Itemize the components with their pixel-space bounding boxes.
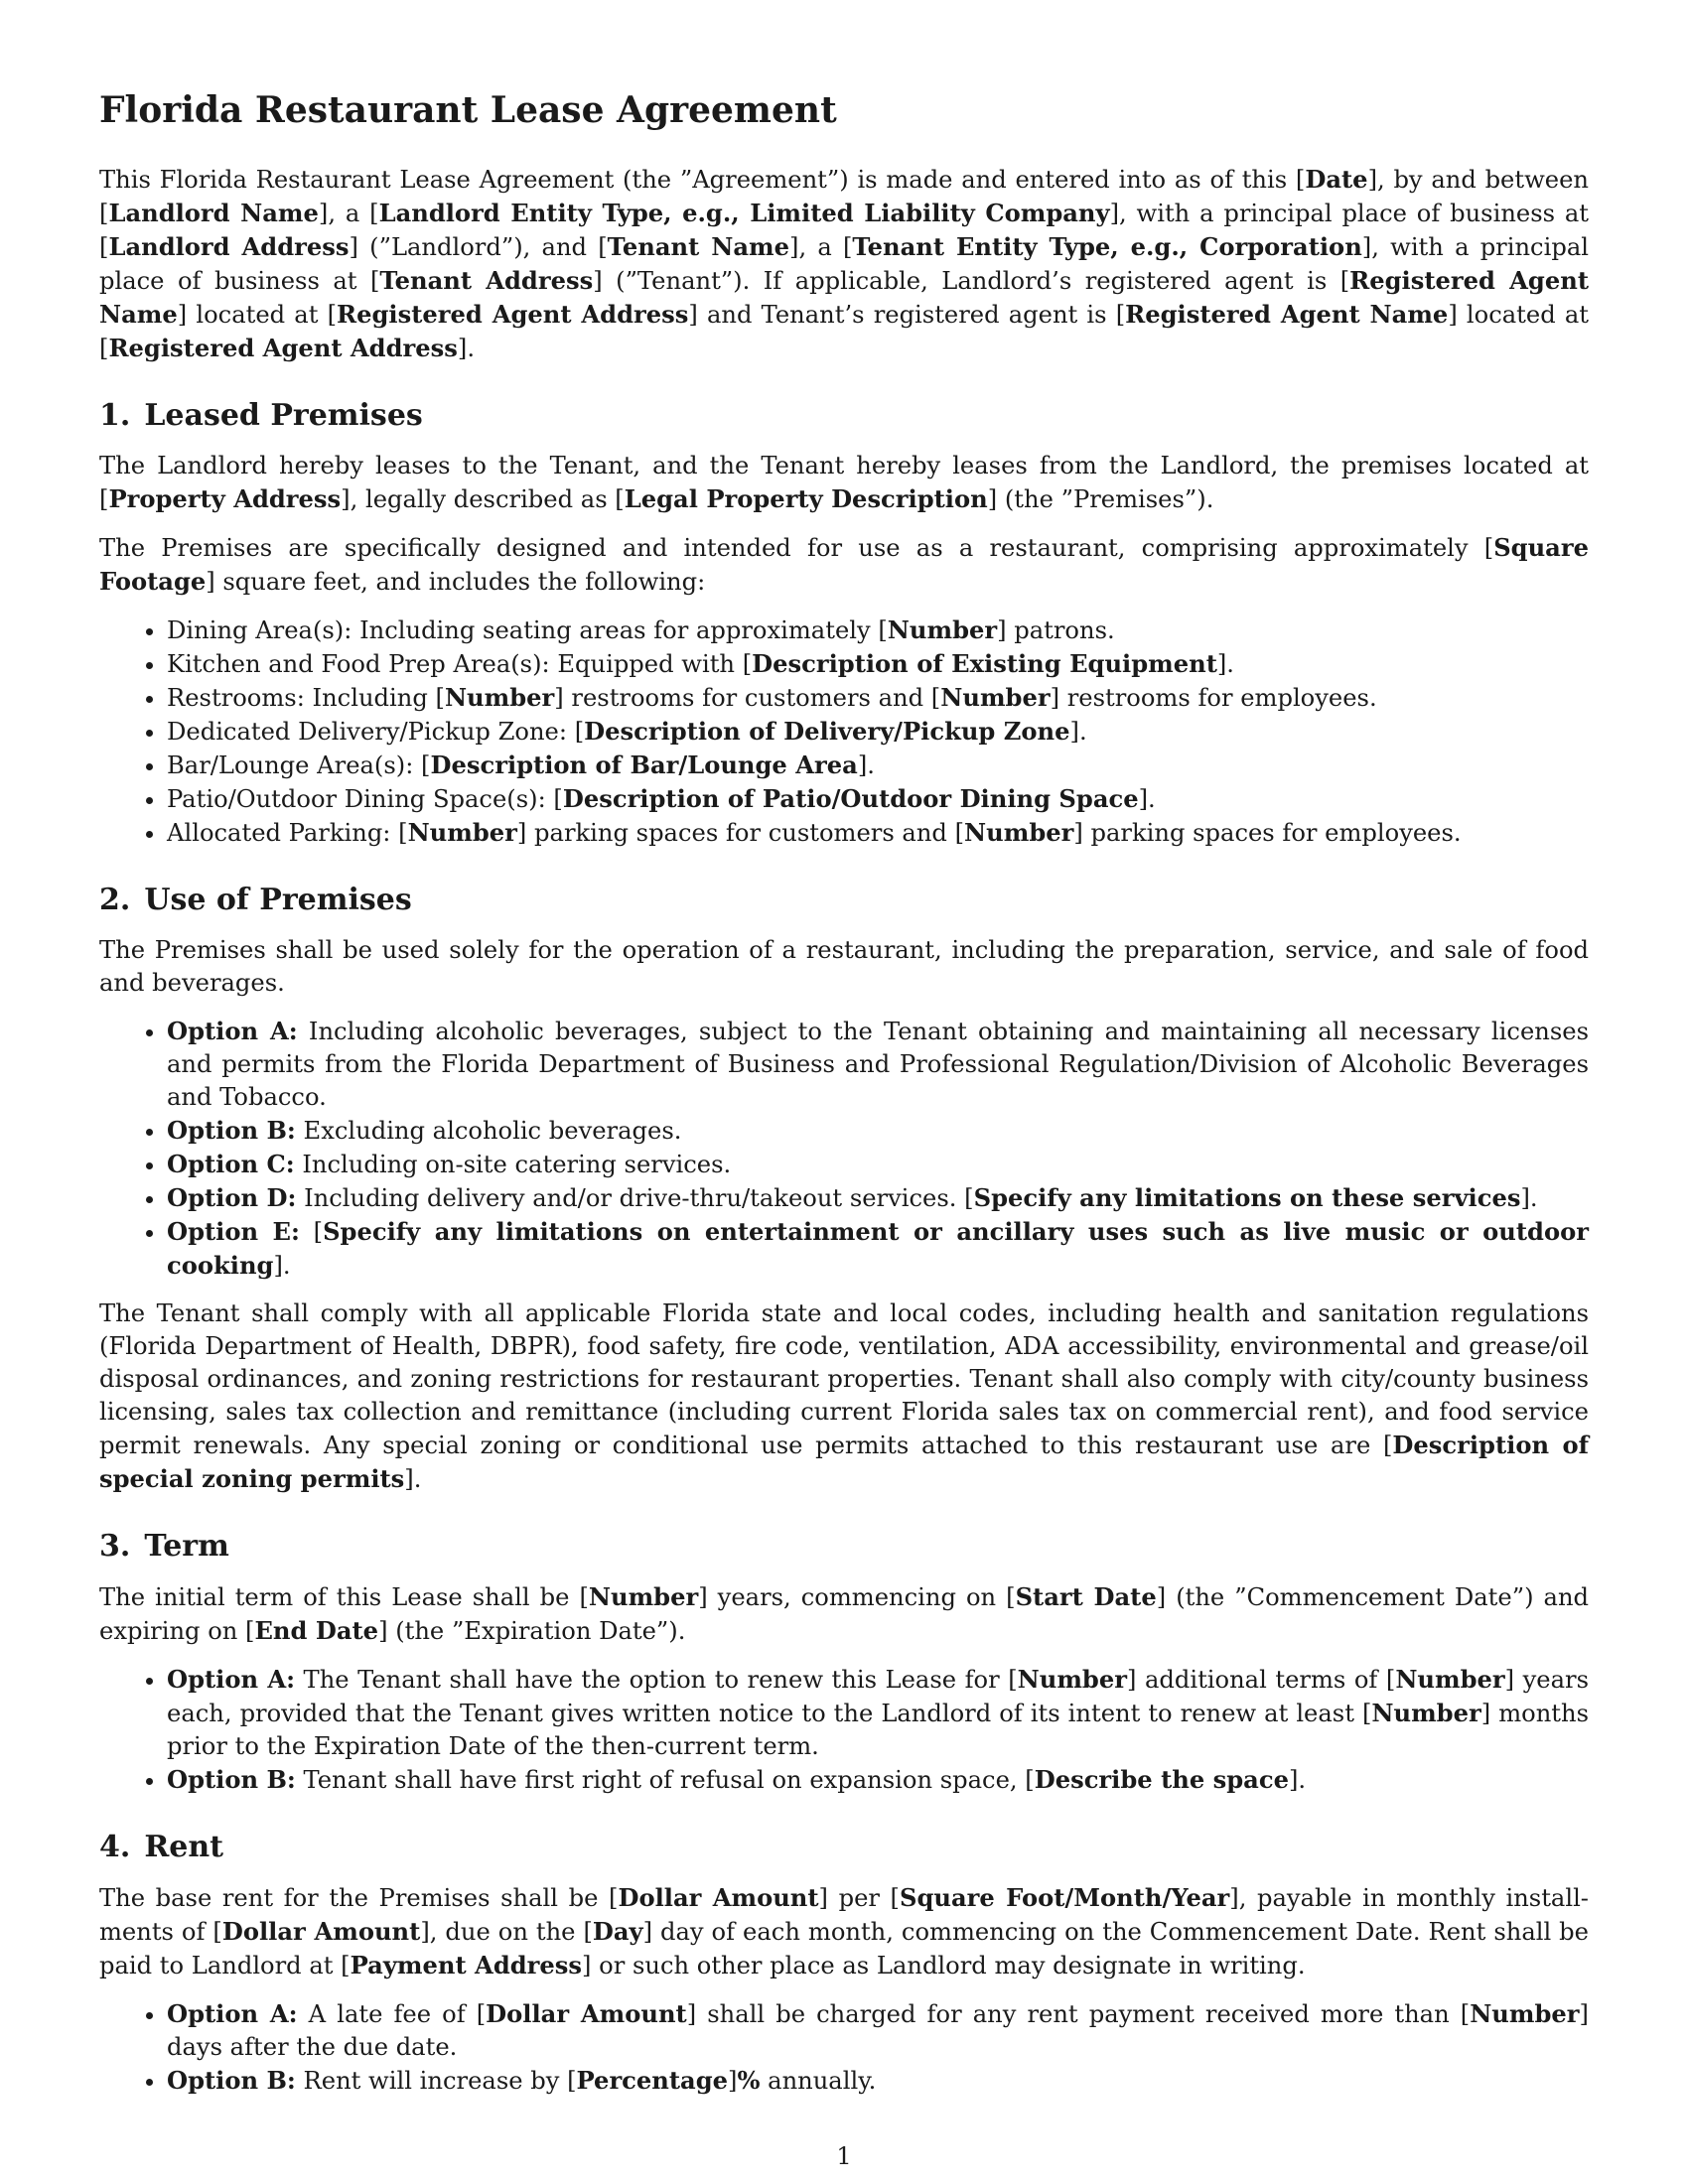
placeholder-field: Registered Agent Address	[337, 300, 689, 329]
text-run: ], with a principal place of business at [	[99, 200, 1589, 261]
text-run: ] additional terms of [	[1126, 1666, 1396, 1694]
paragraph	[99, 450, 1589, 516]
text-run: The base rent for the Premises shall be [	[99, 1884, 619, 1912]
text-run: ].	[1288, 1766, 1307, 1794]
text-run: ]	[728, 2067, 738, 2095]
text-run: Kitchen and Food Prep Area(s): Equipped with [	[167, 650, 753, 678]
text-run: ].	[1138, 785, 1156, 813]
section-title: Leased Premises	[144, 398, 423, 433]
placeholder-field: Option B:	[167, 2066, 296, 2095]
placeholder-field: Dollar Amount	[486, 1999, 687, 2028]
placeholder-field: Option A:	[167, 1017, 298, 1045]
placeholder-field: Specify any limitations on entertainment or ancillary uses such as live music or outdoor cooking	[167, 1217, 1589, 1280]
placeholder-field: Landlord Address	[108, 232, 350, 261]
text-run: The Premises shall be used solely for the operation of a restaurant, including the preparation, service, and sale of food and beverages.	[99, 936, 1589, 997]
placeholder-field: Registered Agent Name	[1125, 300, 1449, 329]
section-heading	[99, 882, 1589, 919]
bullet-list	[99, 1997, 1589, 2098]
list-item	[167, 1215, 1589, 1283]
placeholder-field: Option E:	[167, 1217, 300, 1246]
list-item	[167, 1181, 1589, 1215]
text-run: ].	[857, 751, 875, 779]
section-title: Use of Premises	[144, 883, 412, 917]
placeholder-field: Landlord Entity Type, e.g., Limited Liability Company	[378, 199, 1110, 227]
list-item	[167, 1148, 1589, 1181]
document-title: Florida Restaurant Lease Agreement	[99, 89, 837, 131]
list-item	[167, 782, 1589, 816]
text-run: ].	[1069, 718, 1087, 746]
paragraph	[99, 1881, 1589, 1982]
section-number: 1.	[99, 398, 131, 433]
placeholder-field: Number	[1395, 1665, 1505, 1694]
list-item	[167, 749, 1589, 782]
text-run: ].	[1216, 650, 1234, 678]
placeholder-field: Number	[1017, 1665, 1127, 1694]
section-heading	[99, 1528, 1589, 1566]
text-run: ] years each, provided that the Tenant gives written notice to the Landlord of its intent to renew at least [	[167, 1666, 1589, 1727]
paragraph	[99, 1580, 1589, 1648]
placeholder-field: Date	[1305, 165, 1368, 194]
placeholder-field: Percentage	[576, 2066, 729, 2095]
text-run: ].	[1520, 1184, 1538, 1212]
placeholder-field: Dollar Amount	[221, 1917, 421, 1946]
placeholder-field: Square Footage	[99, 533, 1589, 596]
section-4	[99, 1829, 1589, 2098]
list-item	[167, 1763, 1589, 1797]
text-run: ], with a principal place of business at [	[99, 233, 1589, 295]
section-title: Rent	[144, 1830, 224, 1864]
section-number: 3.	[99, 1529, 131, 1564]
text-run: ] and Tenant’s registered agent is [	[688, 301, 1126, 329]
text-run: ].	[273, 1252, 291, 1280]
list-item	[167, 816, 1589, 850]
placeholder-field: Describe the space	[1034, 1765, 1289, 1794]
text-run: ] day of each month, commencing on the Commencement Date. Rent shall be paid to Landlord at [	[99, 1918, 1589, 1979]
text-run: Dining Area(s): Including seating areas for approximately [	[167, 616, 888, 644]
placeholder-field: Number	[1470, 1999, 1580, 2028]
placeholder-field: Description of Patio/Outdoor Dining Space	[562, 784, 1139, 813]
section-number: 2.	[99, 883, 131, 917]
text-run: This Florida Restaurant Lease Agreement (the ”Agreement”) is made and entered into as of this [	[99, 166, 1306, 194]
text-run: annually.	[760, 2067, 877, 2095]
text-run: ] (”Landlord”), and [	[349, 233, 608, 261]
paragraph	[99, 934, 1589, 1000]
text-run: ] or such other place as Landlord may designate in writing.	[582, 1952, 1306, 1979]
placeholder-field: Start Date	[1015, 1582, 1157, 1611]
text-run: ], a [	[789, 233, 853, 261]
document-page	[99, 87, 1589, 2113]
placeholder-field: Registered Agent Name	[99, 266, 1589, 329]
placeholder-field: Day	[592, 1917, 643, 1946]
text-run: ], by and between [	[99, 166, 1589, 227]
placeholder-field: Number	[588, 1582, 699, 1611]
text-run: ], payable in monthly install-ments of [	[99, 1884, 1589, 1946]
text-run: ], a [	[318, 200, 379, 227]
section-heading	[99, 1829, 1589, 1866]
sections-container	[99, 397, 1589, 2098]
placeholder-field: Number	[1371, 1699, 1481, 1727]
section-1	[99, 397, 1589, 850]
placeholder-field: Square Foot/Month/Year	[900, 1883, 1230, 1912]
text-run: ] months prior to the Expiration Date of the then-current term.	[167, 1700, 1589, 1760]
paragraph	[99, 1297, 1589, 1496]
placeholder-field: Description of special zoning permits	[99, 1431, 1589, 1493]
placeholder-field: Description of Existing Equipment	[752, 649, 1217, 678]
list-item	[167, 614, 1589, 647]
bullet-list	[99, 1015, 1589, 1283]
text-run: Patio/Outdoor Dining Space(s): [	[167, 785, 563, 813]
placeholder-field: Dollar Amount	[618, 1883, 819, 1912]
placeholder-field: Registered Agent Address	[108, 334, 458, 362]
text-run: ] days after the due date.	[167, 2000, 1589, 2061]
text-run: ] (the ”Expiration Date”).	[378, 1617, 686, 1645]
text-run: ] (the ”Premises”).	[987, 485, 1214, 513]
page-number: 1	[836, 2142, 852, 2170]
text-run: The Premises are specifically designed and intended for use as a restaurant, comprising approximately [	[99, 534, 1494, 562]
placeholder-field: Legal Property Description	[624, 484, 988, 513]
text-run: ].	[404, 1465, 422, 1493]
placeholder-field: Option A:	[167, 1665, 296, 1694]
text-run: ], legally described as [	[341, 485, 625, 513]
text-run: Rent will increase by [	[295, 2067, 577, 2095]
text-run: ], due on the [	[420, 1918, 593, 1946]
text-run: Dedicated Delivery/Pickup Zone: [	[167, 718, 585, 746]
placeholder-field: Description of Delivery/Pickup Zone	[584, 717, 1070, 746]
list-item	[167, 1997, 1589, 2064]
text-run: Restrooms: Including [	[167, 684, 445, 712]
intro-paragraph	[99, 163, 1589, 365]
placeholder-field: Tenant Name	[607, 232, 790, 261]
list-item	[167, 647, 1589, 681]
text-run: ] patrons.	[997, 616, 1115, 644]
placeholder-field: Option B:	[167, 1116, 296, 1145]
text-run: The Tenant shall have the option to renew this Lease for [	[295, 1666, 1018, 1694]
placeholder-field: Property Address	[108, 484, 342, 513]
placeholder-field: %	[737, 2066, 761, 2095]
text-run: ] restrooms for employees.	[1050, 684, 1377, 712]
placeholder-field: Specify any limitations on these services	[973, 1183, 1521, 1212]
text-run: ] (the ”Commencement Date”) and expiring on [	[99, 1583, 1590, 1645]
list-item	[167, 1114, 1589, 1148]
text-run: ].	[457, 335, 476, 362]
list-item	[167, 1015, 1589, 1114]
text-run: ] per [	[818, 1884, 900, 1912]
placeholder-field: Description of Bar/Lounge Area	[430, 751, 858, 779]
list-item	[167, 2064, 1589, 2098]
text-run: Including alcoholic beverages, subject to the Tenant obtaining and maintaining all necessary licenses and permits from the Florida Department of Business and Professional Regulation/Division of Alcoholic Beverages and Tobacco.	[167, 1018, 1589, 1111]
bullet-list	[99, 614, 1589, 850]
placeholder-field: Option D:	[167, 1183, 297, 1212]
text-run: The Landlord hereby leases to the Tenant, and the Tenant hereby leases from the Landlord, the premises located at [	[99, 452, 1589, 513]
text-run: Bar/Lounge Area(s): [	[167, 751, 431, 779]
placeholder-field: Number	[444, 683, 555, 712]
placeholder-field: Option B:	[167, 1765, 296, 1794]
section-heading	[99, 397, 1589, 435]
section-3	[99, 1528, 1589, 1797]
placeholder-field: Number	[940, 683, 1051, 712]
text-run: The initial term of this Lease shall be [	[99, 1583, 589, 1611]
text-run: Including delivery and/or drive-thru/takeout services. [	[296, 1184, 974, 1212]
text-run: [	[299, 1218, 324, 1246]
text-run: Excluding alcoholic beverages.	[295, 1117, 682, 1145]
paragraph	[99, 531, 1589, 599]
text-run: ] (”Tenant”). If applicable, Landlord’s registered agent is [	[593, 267, 1350, 295]
section-2	[99, 882, 1589, 1496]
placeholder-field: Landlord Name	[108, 199, 319, 227]
text-run: ] parking spaces for customers and [	[516, 819, 965, 847]
text-run: Including on-site catering services.	[294, 1151, 732, 1178]
placeholder-field: Number	[887, 615, 998, 644]
list-item	[167, 715, 1589, 749]
list-item	[167, 681, 1589, 715]
text-run: ] years, commencing on [	[698, 1583, 1016, 1611]
text-run: A late fee of [	[297, 2000, 487, 2028]
text-run: Tenant shall have first right of refusal on expansion space, [	[295, 1766, 1035, 1794]
text-run: ] restrooms for customers and [	[554, 684, 941, 712]
placeholder-field: Payment Address	[350, 1951, 583, 1979]
placeholder-field: End Date	[254, 1616, 379, 1645]
placeholder-field: Number	[964, 818, 1074, 847]
text-run: ] square feet, and includes the following:	[206, 568, 706, 596]
section-title: Term	[144, 1529, 229, 1564]
placeholder-field: Option A:	[167, 1999, 298, 2028]
bullet-list	[99, 1663, 1589, 1797]
placeholder-field: Tenant Entity Type, e.g., Corporation	[852, 232, 1362, 261]
text-run: ] shall be charged for any rent payment received more than [	[686, 2000, 1471, 2028]
text-run: ] located at [	[99, 301, 1589, 362]
list-item	[167, 1663, 1589, 1763]
text-run: The Tenant shall comply with all applicable Florida state and local codes, including health and sanitation regulations (Florida Department of Health, DBPR), food safety, fire code, ventilation, ADA accessibility, environmental and grease/oil disposal ordinances, and zoning restrictions for restaurant properties. Tenant shall also comply with city/county business licensing, sales tax collection and remittance (including current Florida sales tax on commercial rent), and food service permit renewals. Any special zoning or conditional use permits attached to this restaurant use are [	[99, 1299, 1589, 1459]
placeholder-field: Tenant Address	[379, 266, 594, 295]
text-run: ] located at [	[177, 301, 338, 329]
placeholder-field: Number	[407, 818, 517, 847]
placeholder-field: Option C:	[167, 1150, 295, 1178]
text-run: ] parking spaces for employees.	[1073, 819, 1462, 847]
text-run: Allocated Parking: [	[167, 819, 408, 847]
section-number: 4.	[99, 1830, 131, 1864]
